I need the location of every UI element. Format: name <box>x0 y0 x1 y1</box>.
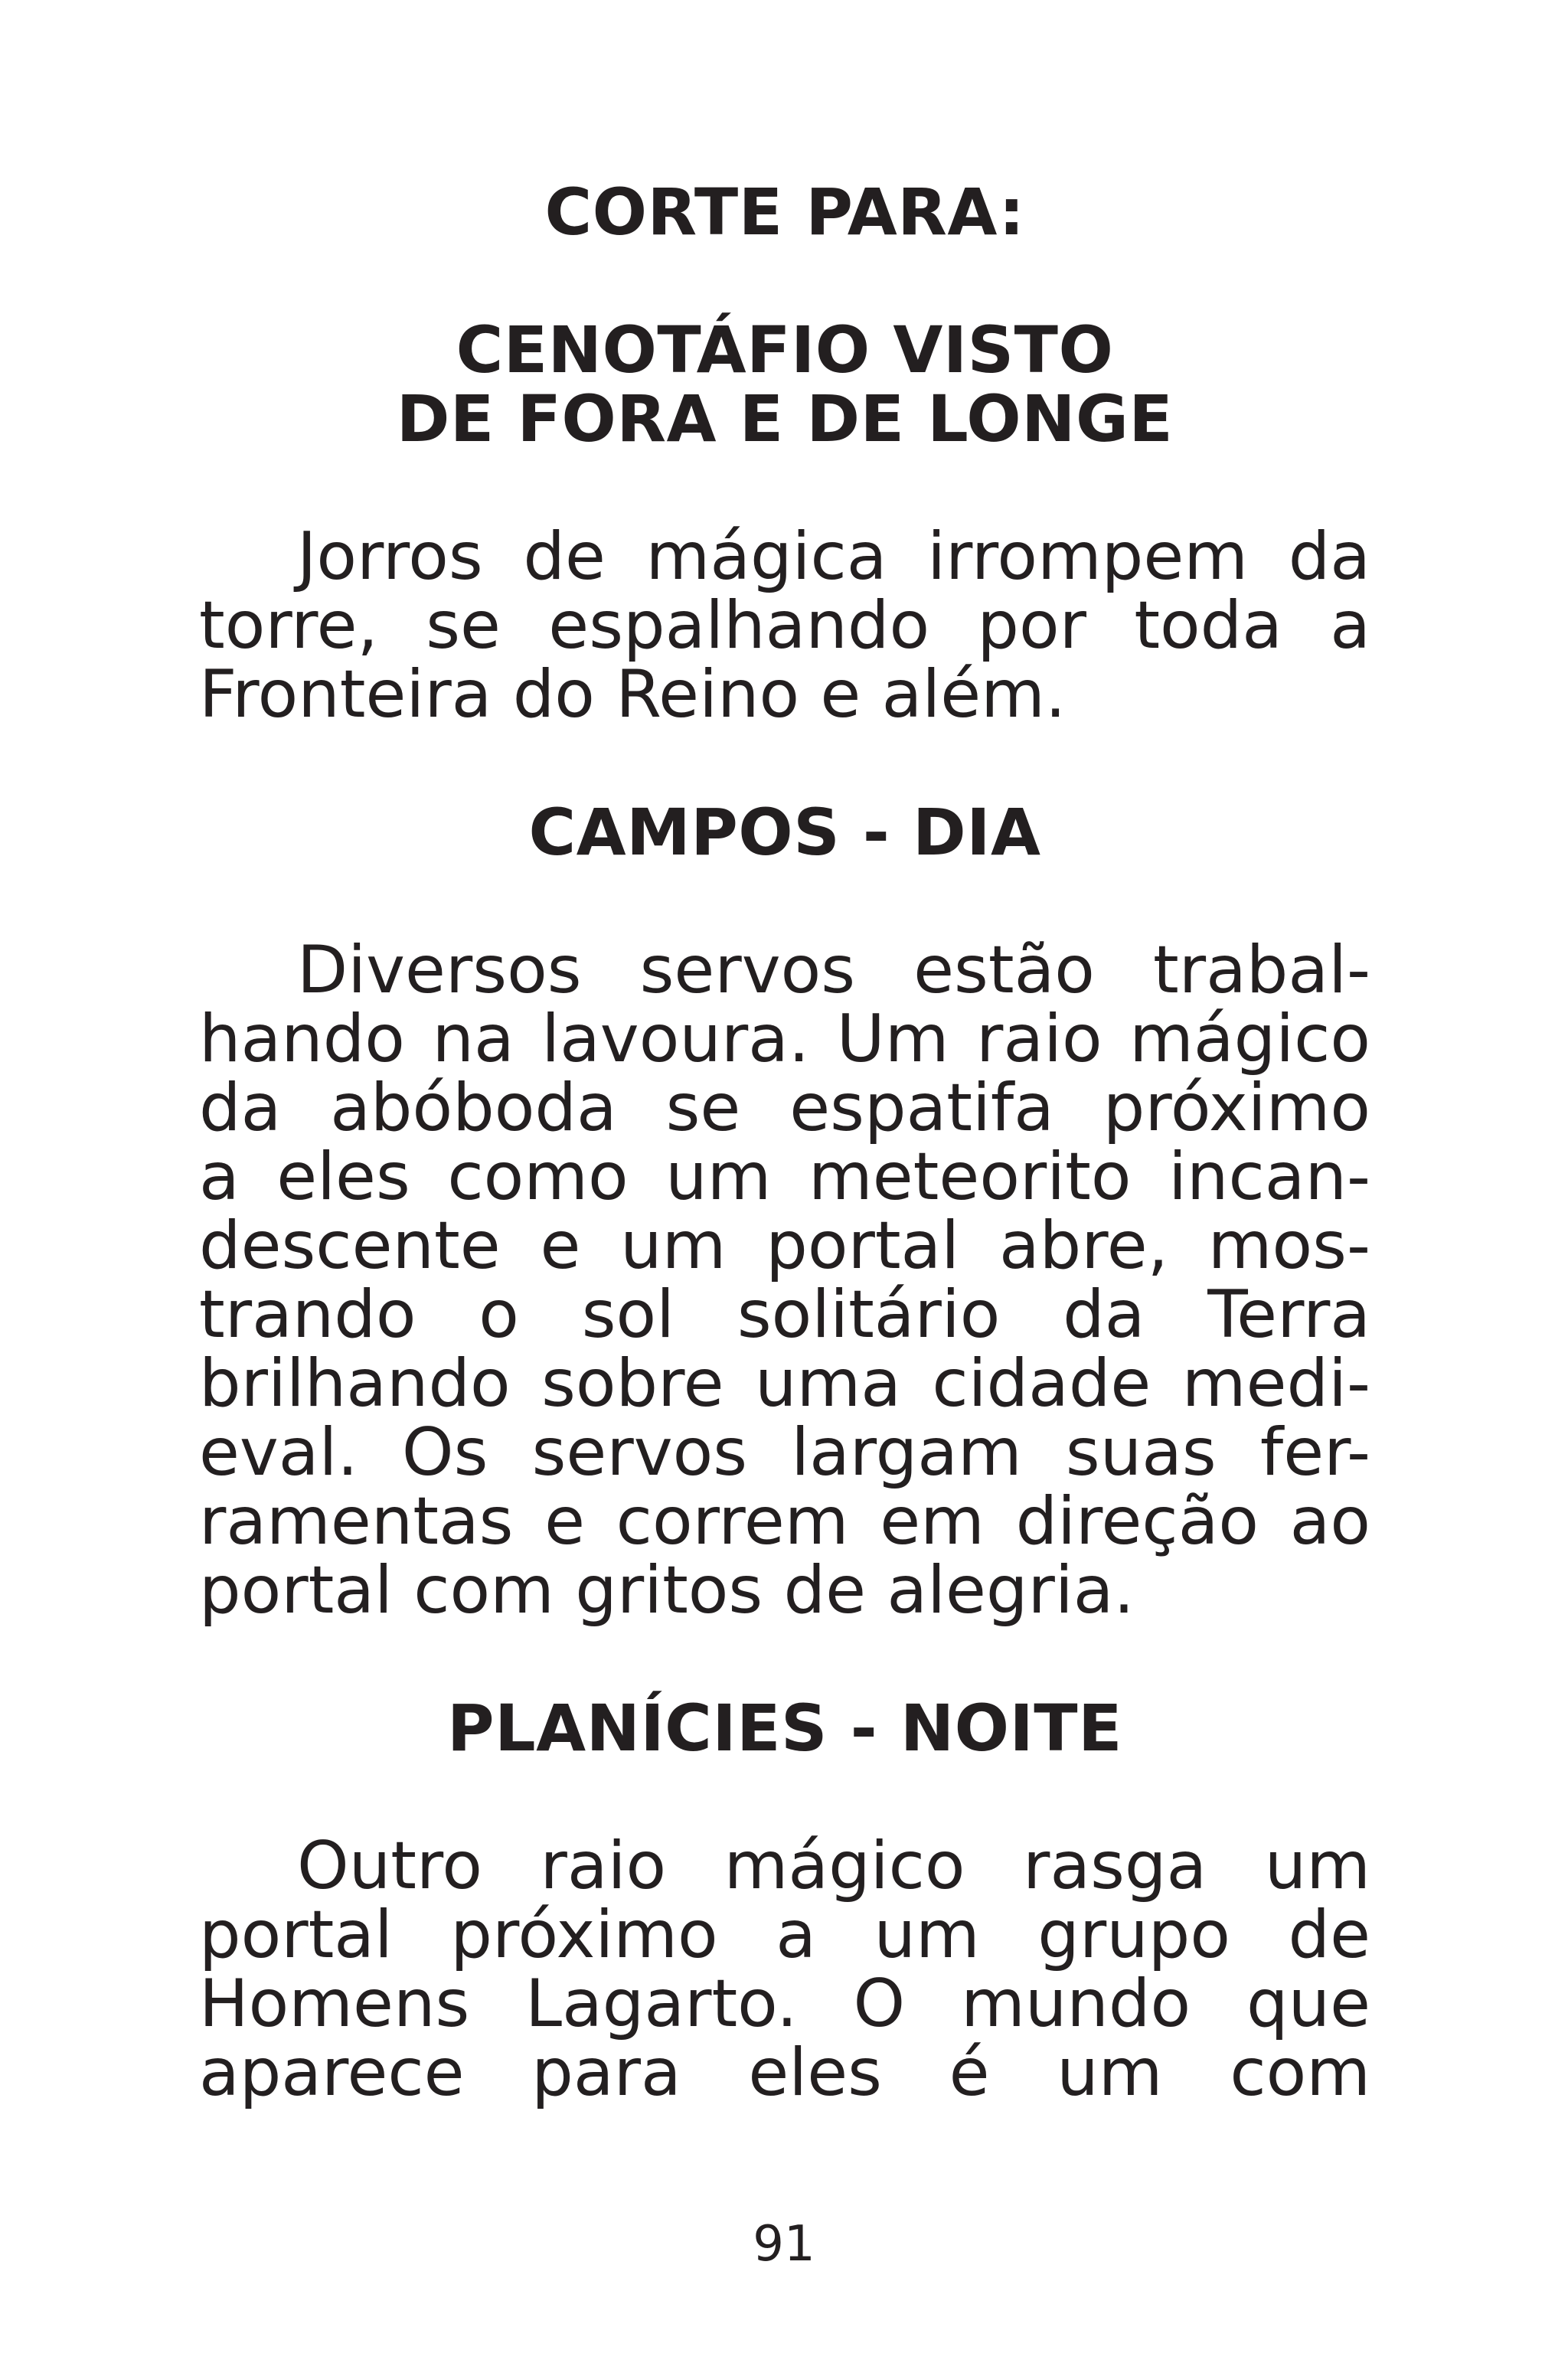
paragraph-line: trando o sol solitário da Terra <box>199 1276 1370 1353</box>
paragraph-line: Jorros de mágica irrompem da <box>297 518 1370 595</box>
scene-heading-campos-dia: CAMPOS - DIA <box>528 795 1041 870</box>
scene-heading-planicies-noite: PLANÍCIES - NOITE <box>447 1691 1122 1766</box>
paragraph-line: descente e um portal abre, mos- <box>199 1208 1370 1284</box>
scene-heading-cenotafio <box>199 312 1370 456</box>
paragraph-line: portal próximo a um grupo de <box>199 1897 1370 1973</box>
paragraph-line: a eles como um meteorito incan- <box>199 1139 1370 1215</box>
paragraph-line: aparece para eles é um com <box>199 2034 1370 2111</box>
scene-heading-corte-para: CORTE PARA: <box>544 175 1025 250</box>
paragraph-line: Fronteira do Reino e além. <box>199 656 1067 733</box>
paragraph-line: eval. Os servos largam suas fer- <box>199 1414 1370 1491</box>
page-number: 91 <box>753 2216 815 2273</box>
paragraph-line: ramentas e correm em direção ao <box>199 1483 1370 1560</box>
paragraph-line: Homens Lagarto. O mundo que <box>199 1966 1370 2042</box>
paragraph-line: torre, se espalhando por toda a <box>199 587 1370 664</box>
scene-heading-cenotafio-line-1: CENOTÁFIO VISTO <box>456 312 1114 387</box>
scene-heading-cenotafio-line-2: DE FORA E DE LONGE <box>396 381 1174 456</box>
paragraph-servos <box>199 932 1370 1629</box>
paragraph-line: hando na lavoura. Um raio mágico <box>199 1001 1370 1077</box>
text-column <box>199 175 1370 2111</box>
paragraph-line: brilhando sobre uma cidade medi- <box>199 1345 1370 1422</box>
paragraph-line: da abóboda se espatifa próximo <box>199 1070 1370 1146</box>
paragraph-homens-lagarto <box>199 1828 1370 2111</box>
paragraph-line: portal com gritos de alegria. <box>199 1552 1135 1629</box>
paragraph-jorros <box>199 518 1370 733</box>
paragraph-line: Diversos servos estão trabal- <box>297 932 1370 1008</box>
paragraph-line: Outro raio mágico rasga um <box>297 1828 1370 1904</box>
